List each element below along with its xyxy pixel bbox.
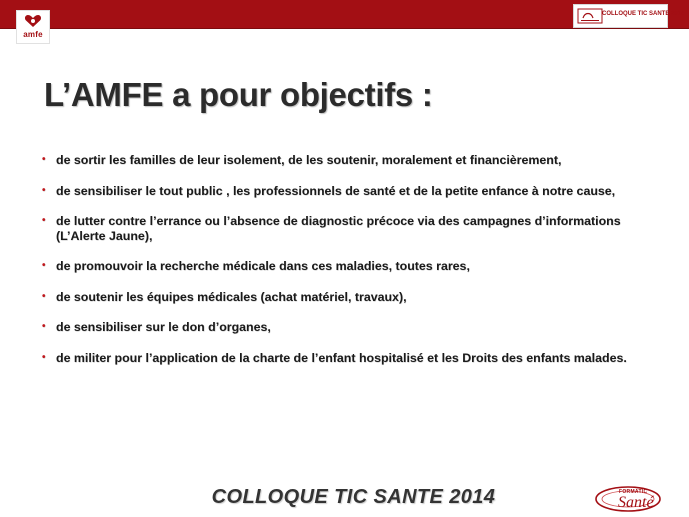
list-item-text: de sortir les familles de leur isolement, de les soutenir, moralement et financièrement,	[56, 153, 562, 167]
list-item	[40, 184, 630, 199]
list-item	[40, 320, 630, 335]
list-item	[40, 153, 630, 168]
list-item-text: de promouvoir la recherche médicale dans ces maladies, toutes rares,	[56, 259, 470, 273]
objectives-list	[40, 153, 630, 381]
association-logo-icon	[577, 8, 603, 24]
footer-title-wrap	[0, 486, 689, 509]
amfe-logo-text: amfe	[23, 30, 43, 39]
list-item-text: de militer pour l’application de la charte de l’enfant hospitalisé et les Droits des enfants malades.	[56, 350, 627, 365]
colloque-badge-label: COLLOQUE TIC SANTE 2014	[602, 11, 685, 17]
formatic-sante-logo	[593, 482, 663, 514]
bullet-dot-icon: •	[42, 290, 46, 302]
amfe-logo	[16, 10, 50, 44]
list-item	[40, 351, 630, 366]
bullet-dot-icon: •	[42, 184, 46, 196]
colloque-badge	[573, 4, 685, 28]
list-item-text: de lutter contre l’errance ou l’absence de diagnostic précoce via des campagnes d’informations (L’Alerte Jaune),	[56, 214, 621, 243]
list-item	[40, 259, 630, 274]
bullet-dot-icon: •	[42, 351, 46, 363]
list-item	[40, 214, 630, 243]
footer-title: COLLOQUE TIC SANTE 2014	[211, 486, 496, 508]
bullet-dot-icon: •	[42, 260, 46, 271]
bullet-dot-icon: •	[42, 154, 46, 165]
bullet-dot-icon: •	[42, 215, 46, 226]
amfe-heart-icon	[24, 14, 42, 28]
bullet-dot-icon: •	[42, 321, 46, 332]
list-item-text: de sensibiliser le tout public , les professionnels de santé et de la petite enfance à notre cause,	[56, 183, 616, 198]
slide-title: L’AMFE a pour objectifs :	[44, 76, 433, 113]
logo-sante-text: Santé	[618, 494, 654, 511]
logo-formatic-text: FORMATIC	[619, 489, 648, 495]
list-item-text: de sensibiliser sur le don d’organes,	[56, 320, 271, 334]
list-item-text: de soutenir les équipes médicales (achat matériel, travaux),	[56, 289, 407, 304]
list-item	[40, 290, 630, 305]
